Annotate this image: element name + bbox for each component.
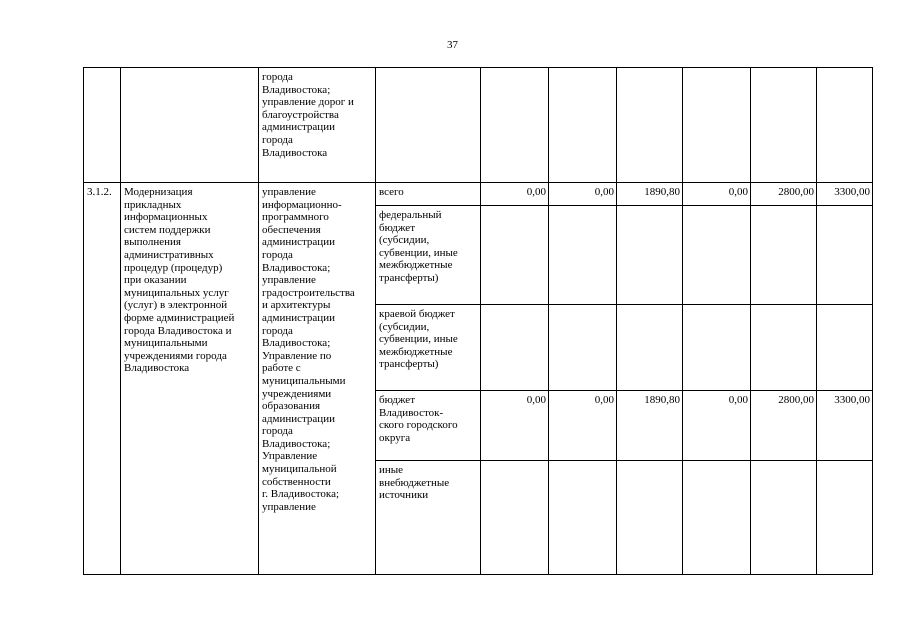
cell-empty	[84, 68, 121, 183]
cell-value: 0,00	[549, 391, 617, 461]
cell-empty	[751, 68, 817, 183]
cell-value	[683, 461, 751, 575]
table-row	[84, 183, 873, 206]
cell-value: 0,00	[549, 183, 617, 206]
cell-value	[751, 461, 817, 575]
cell-empty	[121, 68, 259, 183]
cell-value	[481, 461, 549, 575]
cell-value	[617, 206, 683, 305]
cell-value	[617, 305, 683, 391]
cell-value: 0,00	[481, 183, 549, 206]
cell-value	[481, 305, 549, 391]
cell-value	[549, 461, 617, 575]
table-row-continuation	[84, 68, 873, 183]
cell-value	[751, 206, 817, 305]
cell-empty	[817, 68, 873, 183]
cell-source-label: краевой бюджет (субсидии, субвенции, иные межбюджетные трансферты)	[376, 305, 481, 391]
cell-empty	[683, 68, 751, 183]
budget-table	[83, 67, 873, 575]
cell-value: 0,00	[683, 391, 751, 461]
cell-value: 1890,80	[617, 391, 683, 461]
cell-value: 1890,80	[617, 183, 683, 206]
cell-value	[481, 206, 549, 305]
cell-source-label: всего	[376, 183, 481, 206]
cell-value	[817, 305, 873, 391]
cell-executor: города Владивостока; управление дорог и благоустройства администрации города Владивостока	[259, 68, 376, 183]
cell-empty	[481, 68, 549, 183]
cell-item-title: Модернизация прикладных информационных систем поддержки выполнения административных процедур (процедур) при оказании муниципальных услуг (услуг) в электронной форме администрацией города Владивостока и муниципальными учреждениями города Владивостока	[121, 183, 259, 575]
cell-item-executor: управление информационно- программного обеспечения администрации города Владивостока; управление градостроительства и архитектуры администрации города Владивостока; Управление по работе с муниципальными учреждениями образования администрации города Владивостока; Управление муниципальной собственности г. Владивостока; управление	[259, 183, 376, 575]
cell-value: 3300,00	[817, 391, 873, 461]
cell-value: 0,00	[481, 391, 549, 461]
cell-source-label: иные внебюджетные источники	[376, 461, 481, 575]
cell-source-label: федеральный бюджет (субсидии, субвенции, иные межбюджетные трансферты)	[376, 206, 481, 305]
cell-empty	[376, 68, 481, 183]
cell-value: 3300,00	[817, 183, 873, 206]
cell-value	[817, 461, 873, 575]
cell-value: 2800,00	[751, 391, 817, 461]
cell-value	[751, 305, 817, 391]
cell-value	[549, 206, 617, 305]
cell-empty	[549, 68, 617, 183]
cell-value	[683, 206, 751, 305]
cell-value	[549, 305, 617, 391]
cell-value: 2800,00	[751, 183, 817, 206]
cell-value	[617, 461, 683, 575]
cell-empty	[617, 68, 683, 183]
cell-item-number: 3.1.2.	[84, 183, 121, 575]
cell-value	[817, 206, 873, 305]
cell-source-label: бюджет Владивосток- ского городского округа	[376, 391, 481, 461]
page-number: 37	[447, 39, 458, 51]
cell-value: 0,00	[683, 183, 751, 206]
cell-value	[683, 305, 751, 391]
